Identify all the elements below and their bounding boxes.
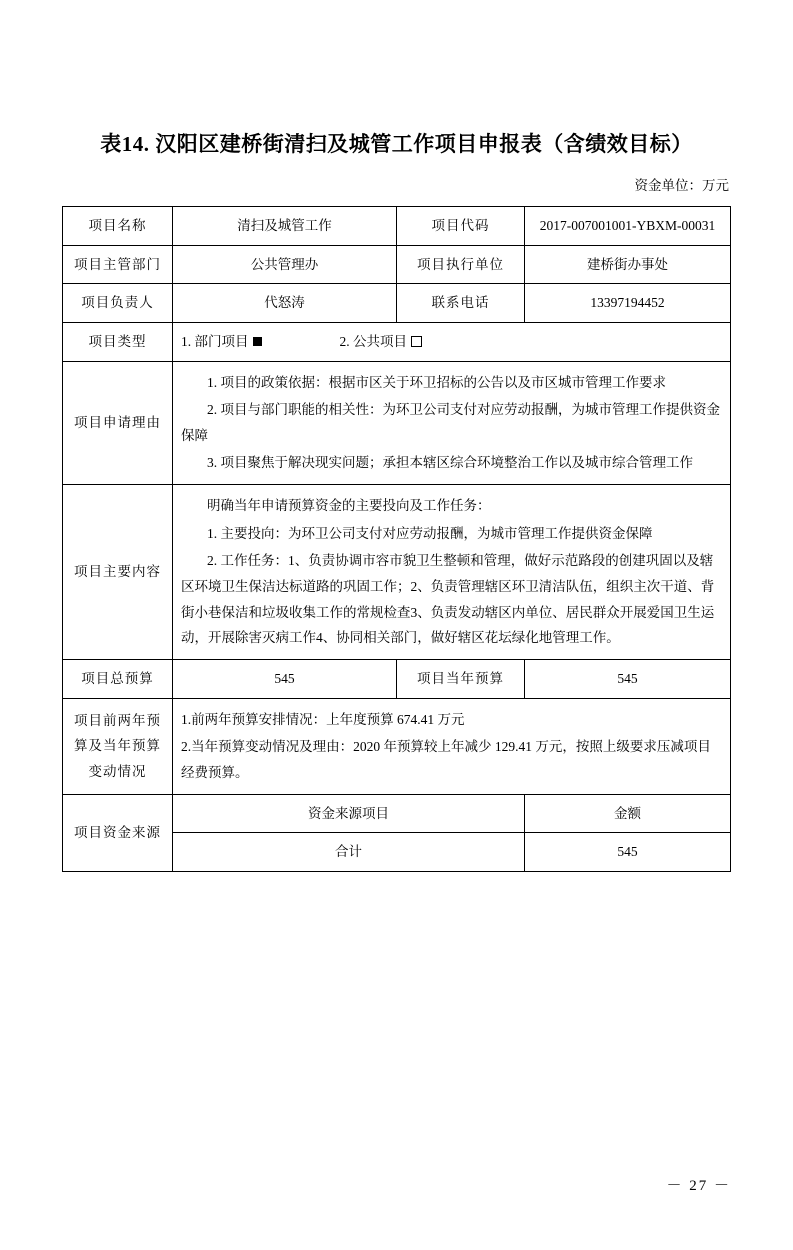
table-row [63,245,731,284]
value-apply-reason [173,361,731,485]
value-project-name: 清扫及城管工作 [173,207,397,246]
label-budget-change: 项目前两年预算及当年预算变动情况 [63,698,173,794]
currency-unit-note: 资金单位：万元 [634,178,729,193]
label-project-type: 项目类型 [63,322,173,361]
project-type-option-department [181,329,262,355]
value-current-year-budget: 545 [525,659,731,698]
table-row [63,698,731,794]
label-executing-unit: 项目执行单位 [397,245,525,284]
table-row [63,284,731,323]
table-row [63,322,731,361]
table-row [63,207,731,246]
label-project-code: 项目代码 [397,207,525,246]
apply-reason-line-1: 1. 项目的政策依据：根据市区关于环卫招标的公告以及市区城市管理工作要求 [207,374,666,390]
value-project-code: 2017-007001001-YBXM-00031 [525,207,731,246]
checkbox-unchecked-icon[interactable] [411,336,422,347]
label-project-leader: 项目负责人 [63,284,173,323]
value-project-type [173,322,731,361]
value-dept-in-charge: 公共管理办 [173,245,397,284]
label-contact-phone: 联系电话 [397,284,525,323]
page-number: － 27 － [666,1178,731,1194]
label-funding-source: 项目资金来源 [63,794,173,871]
label-project-name: 项目名称 [63,207,173,246]
main-content-line-3: 2. 工作任务：1、负责协调市容市貌卫生整顿和管理，做好示范路段的创建巩固以及辖区环境卫生保洁达标道路的巩固工作；2、负责管理辖区环卫清洁队伍，组织主次干道、背街小巷保洁和垃圾收集工作的常规检查3、负责发动辖区内单位、居民群众开展爱国卫生运动，开展除害灭病工作4、协同相关部门，做好辖区花坛绿化地管理工作。 [181,553,715,646]
value-source-total-label: 合计 [173,833,525,872]
project-type-option-public-label: 2. 公共项目 [339,333,407,349]
project-application-table [62,206,731,872]
budget-change-line-1: 1.前两年预算安排情况：上年度预算 674.41 万元 [181,711,465,727]
page-title: 表14. 汉阳区建桥街清扫及城管工作项目申报表（含绩效目标） [100,132,693,156]
label-total-budget: 项目总预算 [63,659,173,698]
value-executing-unit: 建桥街办事处 [525,245,731,284]
header-amount: 金额 [525,794,731,833]
apply-reason-line-3: 3. 项目聚焦于解决现实问题；承担本辖区综合环境整治工作以及城市综合管理工作 [207,455,693,471]
project-type-option-public [340,329,423,355]
label-dept-in-charge: 项目主管部门 [63,245,173,284]
table-row [63,659,731,698]
value-contact-phone: 13397194452 [525,284,731,323]
table-row [63,485,731,660]
document-page [0,128,793,1250]
checkbox-checked-icon[interactable] [253,337,262,346]
value-total-budget: 545 [173,659,397,698]
table-row [63,794,731,833]
budget-change-line-2: 2.当年预算变动情况及理由：2020 年预算较上年减少 129.41 万元，按照上级要求压减项目经费预算。 [181,739,711,780]
project-type-option-department-label: 1. 部门项目 [181,333,249,349]
table-row [63,361,731,485]
header-source-item: 资金来源项目 [173,794,525,833]
value-main-content [173,485,731,660]
label-apply-reason: 项目申请理由 [63,361,173,485]
value-source-total-amount: 545 [525,833,731,872]
label-main-content: 项目主要内容 [63,485,173,660]
value-project-leader: 代怒涛 [173,284,397,323]
value-budget-change [173,698,731,794]
label-current-year-budget: 项目当年预算 [397,659,525,698]
main-content-line-2: 1. 主要投向：为环卫公司支付对应劳动报酬，为城市管理工作提供资金保障 [207,525,653,541]
main-content-line-1: 明确当年申请预算资金的主要投向及工作任务： [207,498,491,514]
apply-reason-line-2: 2. 项目与部门职能的相关性：为环卫公司支付对应劳动报酬，为城市管理工作提供资金保障 [181,402,720,443]
